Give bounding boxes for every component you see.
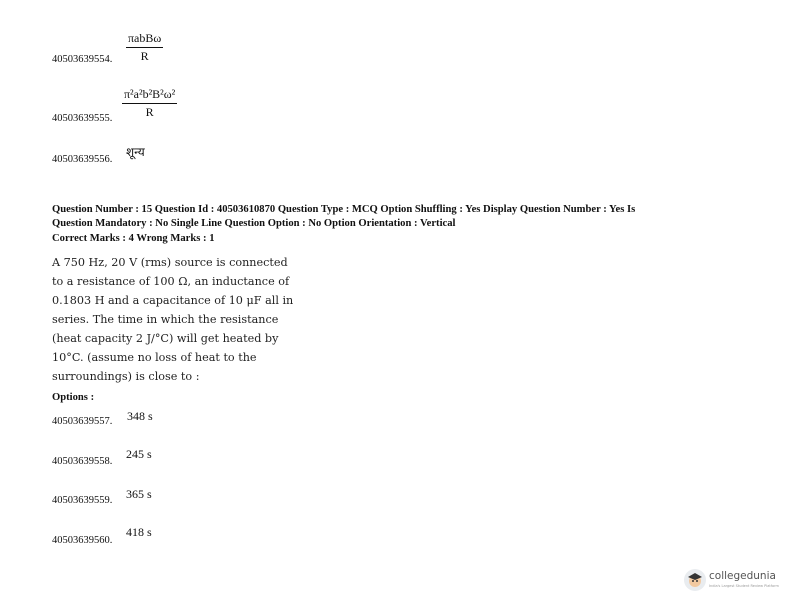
option-id-2: 40503639558. <box>52 456 113 467</box>
collegedunia-logo-icon <box>684 569 706 591</box>
option-value-1[interactable]: 348 s <box>127 409 153 423</box>
question-text-line: (heat capacity 2 J/°C) will get heated by <box>52 332 279 345</box>
fraction-numerator: πabBω <box>126 31 163 48</box>
prev-option-id-1: 40503639554. <box>52 54 113 65</box>
option-value-2[interactable]: 245 s <box>126 447 152 461</box>
option-id-1: 40503639557. <box>52 416 113 427</box>
question-text-line: surroundings) is close to : <box>52 370 200 383</box>
fraction-denominator: R <box>145 105 154 119</box>
options-label: Options : <box>52 392 95 403</box>
prev-option-fraction-2 <box>122 87 177 120</box>
question-text-line: A 750 Hz, 20 V (rms) source is connected <box>52 256 288 269</box>
question-meta-line-1: Question Number : 15 Question Id : 40503610870 Question Type : MCQ Option Shuffling : Yes Display Question Number : Yes Is <box>52 204 636 215</box>
question-text-line: 10°C. (assume no loss of heat to the <box>52 351 257 364</box>
prev-option-fraction-1 <box>126 31 163 64</box>
question-text-line: series. The time in which the resistance <box>52 313 279 326</box>
fraction-numerator: π²a²b²B²ω² <box>122 87 177 104</box>
question-text <box>52 253 297 386</box>
watermark-brand: collegedunia <box>709 570 776 582</box>
option-value-4[interactable]: 418 s <box>126 525 152 539</box>
prev-option-id-2: 40503639555. <box>52 113 113 124</box>
prev-option-id-3: 40503639556. <box>52 154 113 165</box>
watermark-tagline: India's Largest Student Review Platform <box>709 584 779 588</box>
question-text-line: 0.1803 H and a capacitance of 10 μF all in <box>52 294 294 307</box>
question-meta-line-2: Question Mandatory : No Single Line Question Option : No Option Orientation : Vertical <box>52 218 456 229</box>
marks-line: Correct Marks : 4 Wrong Marks : 1 <box>52 233 215 244</box>
fraction-denominator: R <box>140 49 149 63</box>
option-id-4: 40503639560. <box>52 535 113 546</box>
collegedunia-watermark <box>684 566 788 596</box>
question-text-line: to a resistance of 100 Ω, an inductance of <box>52 275 290 288</box>
option-value-3[interactable]: 365 s <box>126 487 152 501</box>
option-id-3: 40503639559. <box>52 495 113 506</box>
prev-option-value-3: शून्य <box>126 145 145 159</box>
